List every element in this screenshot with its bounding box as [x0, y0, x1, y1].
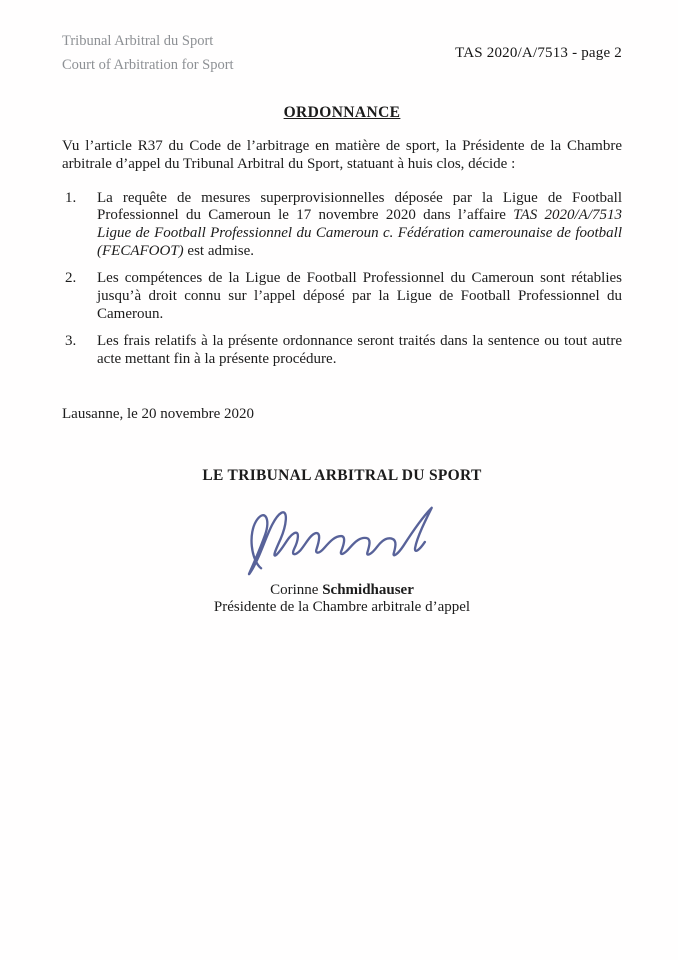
handwritten-signature-icon — [239, 500, 445, 578]
list-item-text-before: Les frais relatifs à la présente ordonnance seront traités dans la sentence ou tout autre acte mettant fin à la présente procédure. — [97, 333, 622, 367]
case-citation: TAS 2020/A/7513 Ligue de Football Professionnel du Cameroun c. Fédération camerounaise de football (FECAFOOT) — [97, 207, 623, 259]
document-title: ORDONNANCE — [283, 103, 401, 121]
list-item-number: 1. — [65, 189, 77, 206]
document-header — [62, 30, 622, 78]
list-item — [62, 333, 622, 368]
list-item-number: 3. — [65, 333, 77, 350]
signatory-last-name: Schmidhauser — [322, 581, 414, 598]
case-reference: TAS 2020/A/7513 - page 2 — [455, 45, 622, 62]
list-item-number: 2. — [65, 270, 77, 287]
signature-stroke — [249, 507, 432, 573]
signatory-role: Présidente de la Chambre arbitrale d’appel — [213, 599, 471, 616]
signature-block — [62, 500, 622, 580]
signatory — [62, 582, 622, 617]
letterhead-line-en: Court of Arbitration for Sport — [62, 56, 234, 73]
intro-paragraph: Vu l’article R37 du Code de l’arbitrage en matière de sport, la Présidente de la Chambre arbitrale d’appel du Tribunal Arbitral du Sport, statuant à huis clos, décide : — [62, 138, 622, 172]
list-item-text — [97, 190, 622, 261]
decision-list — [62, 190, 622, 369]
list-item-text-after: est admise. — [183, 242, 255, 259]
signing-organization: LE TRIBUNAL ARBITRAL DU SPORT — [202, 467, 482, 485]
list-item-text — [97, 270, 622, 323]
list-item — [62, 270, 622, 323]
list-item-text — [97, 333, 622, 368]
letterhead-line-fr: Tribunal Arbitral du Sport — [62, 33, 214, 49]
letterhead — [62, 30, 234, 78]
list-item-text-before: La requête de mesures superprovisionnelles déposée par la Ligue de Football Professionnel du Cameroun le 17 novembre 2020 dans l’affaire — [97, 189, 622, 224]
signatory-first-name: Corinne — [270, 581, 323, 598]
list-item-text-before: Les compétences de la Ligue de Football Professionnel du Cameroun sont rétablies jusqu’à droit connu sur l’appel déposé par la Ligue de Football Professionnel du Cameroun. — [97, 270, 622, 322]
list-item — [62, 190, 622, 261]
place-date-line: Lausanne, le 20 novembre 2020 — [62, 405, 255, 422]
